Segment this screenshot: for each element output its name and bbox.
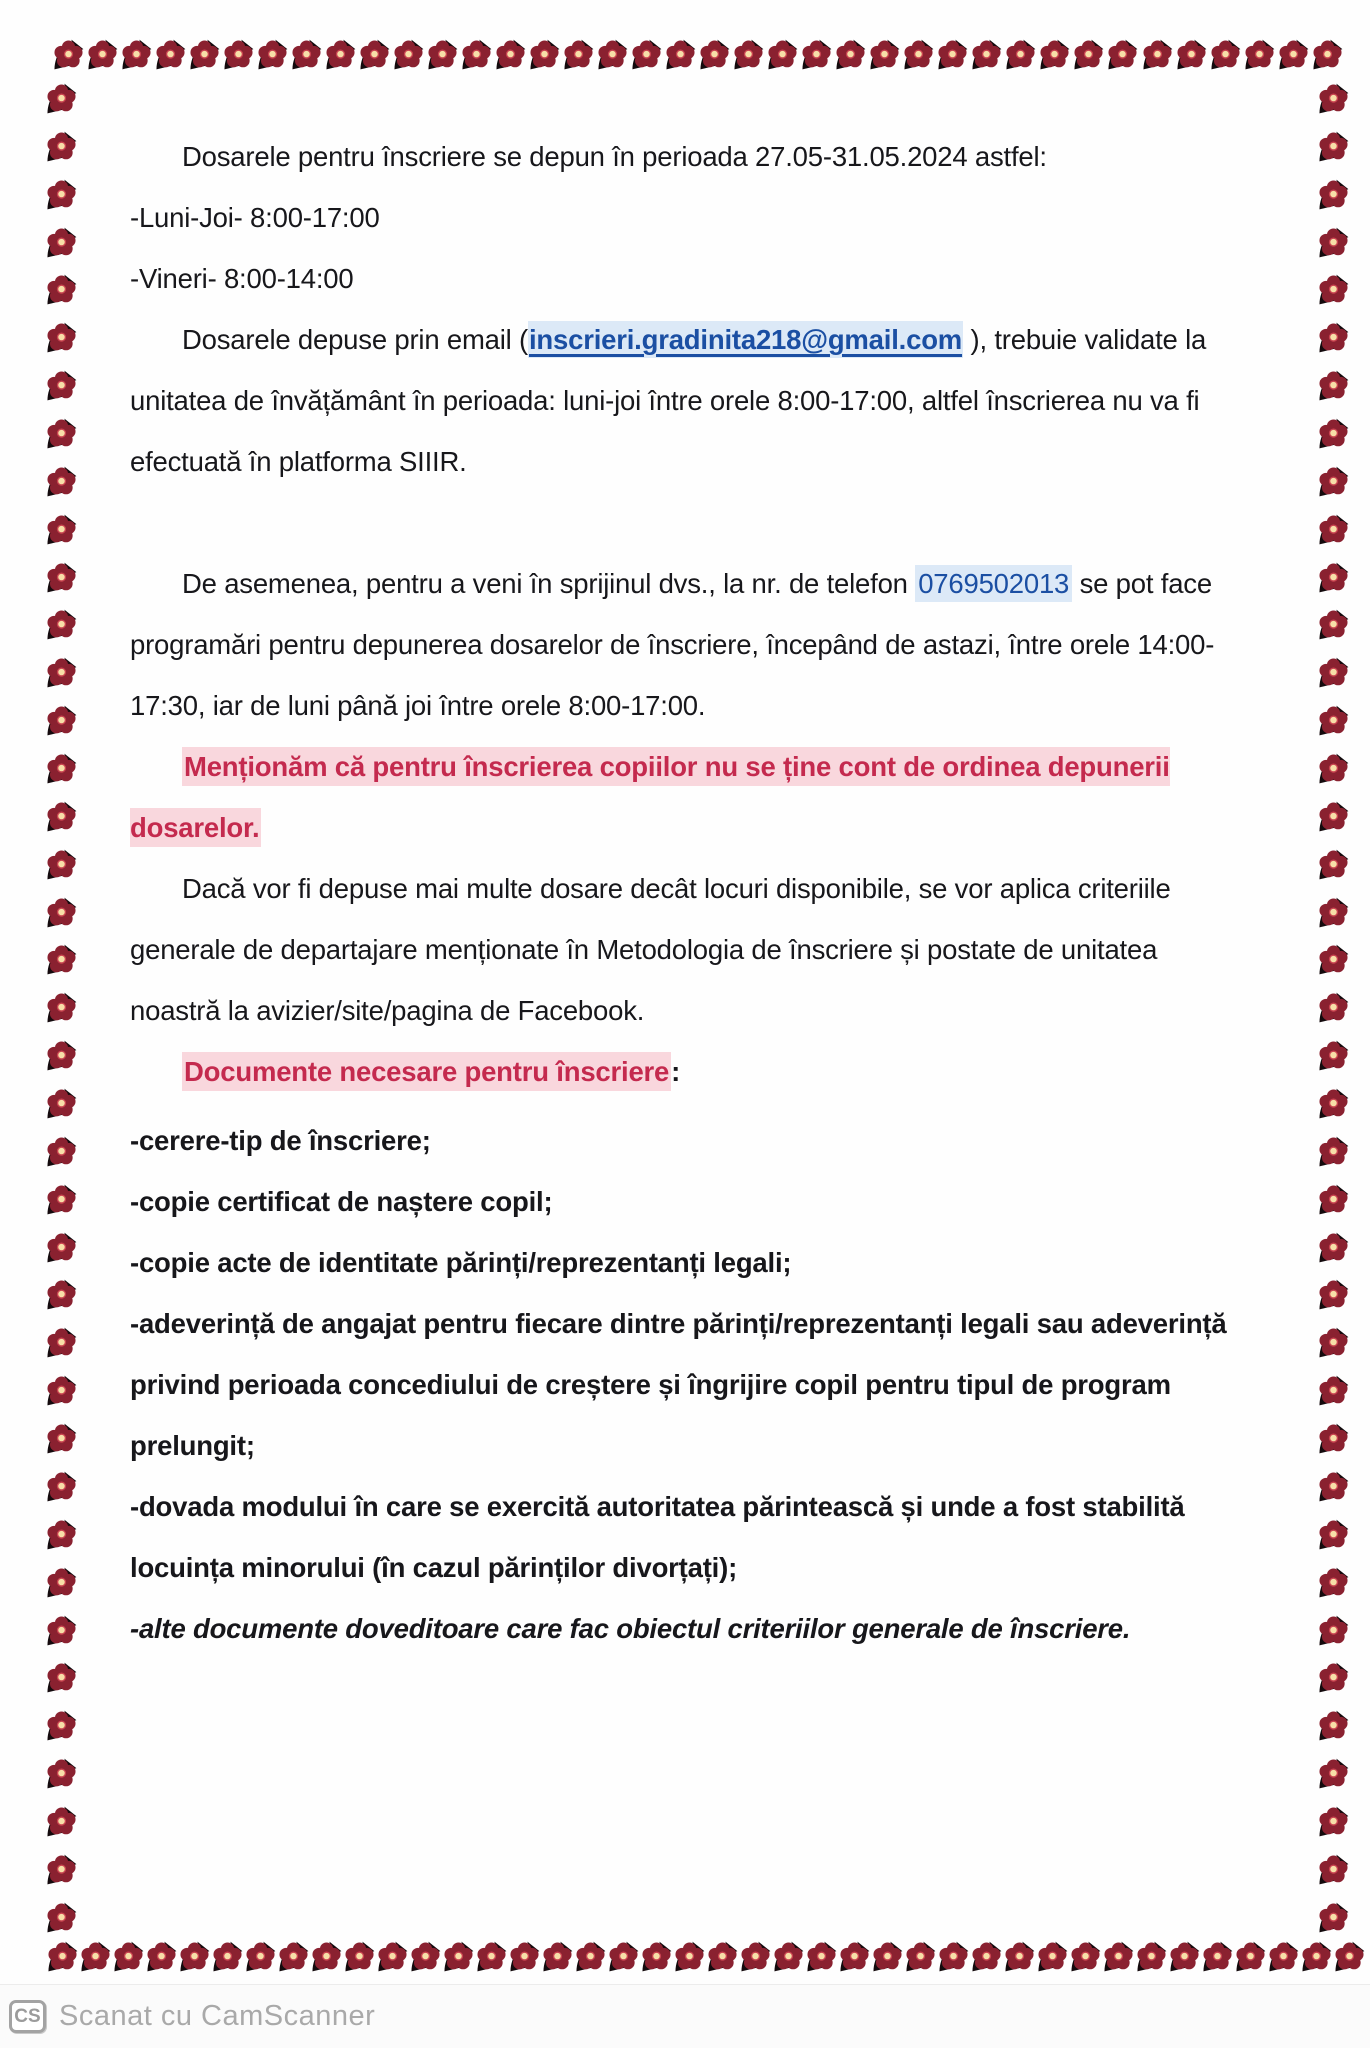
- flower-ornament-icon: [45, 1085, 78, 1122]
- flower-ornament-icon: [426, 36, 459, 73]
- flower-ornament-icon: [112, 1938, 145, 1975]
- flower-ornament-icon: [1072, 36, 1105, 73]
- flower-ornament-icon: [178, 1938, 211, 1975]
- flower-ornament-icon: [45, 1229, 78, 1266]
- flower-ornament-icon: [1333, 1938, 1366, 1975]
- text-run: -copie acte de identitate părinți/reprezentanți legali;: [130, 1247, 792, 1278]
- flower-ornament-icon: [1311, 36, 1344, 73]
- flower-ornament-icon: [936, 36, 969, 73]
- document-list-item-parental-authority: [130, 1476, 1230, 1598]
- flower-ornament-icon: [1317, 1420, 1350, 1457]
- flower-ornament-icon: [1317, 1755, 1350, 1792]
- flower-ornament-icon: [1317, 1707, 1350, 1744]
- flower-ornament-icon: [834, 36, 867, 73]
- flower-ornament-icon: [970, 1938, 1003, 1975]
- flower-ornament-icon: [1277, 36, 1310, 73]
- flower-ornament-icon: [508, 1938, 541, 1975]
- flower-ornament-icon: [79, 1938, 112, 1975]
- flower-ornament-icon: [607, 1938, 640, 1975]
- text-run: Dacă vor fi depuse mai multe dosare decât locuri disponibile, se vor aplica criteriile generale de departajare menționate în Metodologia de înscriere și postate de unitatea noastră la avizier/site/pagina de Facebook.: [130, 873, 1171, 1026]
- flower-ornament-icon: [664, 36, 697, 73]
- flower-ornament-icon: [45, 176, 78, 213]
- flower-ornament-icon: [45, 798, 78, 835]
- flower-ornament-icon: [45, 1372, 78, 1409]
- text-run: ), trebuie validate la unitatea de învățământ în perioada: luni-joi între orele 8:00-17:00, altfel înscrierea nu va fi efectuată în platforma SIIIR.: [130, 324, 1207, 477]
- document-list-item-application: [130, 1110, 1230, 1171]
- documents-heading: [130, 1041, 1230, 1102]
- flower-ornament-icon: [1317, 1324, 1350, 1361]
- flower-ornament-icon: [45, 1516, 78, 1553]
- flower-ornament-icon: [904, 1938, 937, 1975]
- flower-ornament-icon: [45, 224, 78, 261]
- flower-ornament-icon: [45, 1133, 78, 1170]
- flower-ornament-icon: [45, 1468, 78, 1505]
- watermark-text: Scanat cu CamScanner: [59, 2000, 376, 2032]
- flower-ornament-icon: [45, 1037, 78, 1074]
- flower-ornament-icon: [698, 36, 731, 73]
- flower-ornament-icon: [1317, 941, 1350, 978]
- flower-ornament-icon: [45, 941, 78, 978]
- flower-ornament-icon: [45, 271, 78, 308]
- flower-ornament-icon: [52, 36, 85, 73]
- flower-ornament-icon: [1317, 1851, 1350, 1888]
- flower-ornament-icon: [45, 654, 78, 691]
- schedule-monday-thursday: [130, 187, 1230, 248]
- flower-ornament-icon: [1317, 654, 1350, 691]
- flower-ornament-icon: [45, 319, 78, 356]
- text-run: -Vineri- 8:00-14:00: [130, 263, 354, 294]
- flower-ornament-icon: [45, 894, 78, 931]
- flower-ornament-icon: [1317, 1037, 1350, 1074]
- flower-ornament-icon: [1317, 1612, 1350, 1649]
- flower-ornament-icon: [1317, 559, 1350, 596]
- text-run: -dovada modului în care se exercită autoritatea părintească și unde a fost stabilită locuința minorului (în cazul părinților divorțați);: [130, 1491, 1185, 1583]
- flower-ornament-icon: [630, 36, 663, 73]
- text-run: -adeverință de angajat pentru fiecare dintre părinți/reprezentanți legali sau adeverință privind perioada concediului de creștere și îngrijire copil pentru tipul de program prelungit;: [130, 1308, 1227, 1461]
- flower-ornament-icon: [45, 80, 78, 117]
- flower-ornament-icon: [45, 367, 78, 404]
- flower-ornament-icon: [1317, 606, 1350, 643]
- flower-ornament-icon: [45, 128, 78, 165]
- camscanner-icon: CS: [9, 2000, 46, 2033]
- highlighted-notice-text: Menționăm că pentru înscrierea copiilor nu se ține cont de ordinea depunerii dosarelor.: [130, 747, 1170, 847]
- flower-ornament-icon: [1106, 36, 1139, 73]
- flower-ornament-icon: [45, 1659, 78, 1696]
- document-list-item-birth-certificate: [130, 1171, 1230, 1232]
- flower-ornament-icon: [541, 1938, 574, 1975]
- heading-colon: :: [671, 1056, 681, 1087]
- flower-ornament-icon: [409, 1938, 442, 1975]
- flower-ornament-icon: [45, 1420, 78, 1457]
- flower-ornament-icon: [805, 1938, 838, 1975]
- flower-ornament-icon: [1317, 271, 1350, 308]
- flower-ornament-icon: [937, 1938, 970, 1975]
- flower-ornament-icon: [1317, 511, 1350, 548]
- document-list-item-employment-certificate: [130, 1293, 1230, 1476]
- flower-ornament-icon: [1175, 36, 1208, 73]
- notice-order-not-considered: [130, 736, 1230, 858]
- text-run: Dosarele pentru înscriere se depun în perioada 27.05-31.05.2024 astfel:: [182, 141, 1047, 172]
- flower-ornament-icon: [1317, 319, 1350, 356]
- flower-ornament-icon: [222, 36, 255, 73]
- flower-ornament-icon: [1069, 1938, 1102, 1975]
- flower-ornament-icon: [45, 846, 78, 883]
- flower-ornament-icon: [1243, 36, 1276, 73]
- flower-ornament-icon: [188, 36, 221, 73]
- flower-ornament-icon: [45, 1851, 78, 1888]
- flower-ornament-icon: [244, 1938, 277, 1975]
- flower-ornament-icon: [475, 1938, 508, 1975]
- flower-ornament-icon: [1141, 36, 1174, 73]
- flower-ornament-icon: [1317, 1899, 1350, 1936]
- flower-ornament-icon: [970, 36, 1003, 73]
- flower-ornament-icon: [324, 36, 357, 73]
- flower-ornament-icon: [45, 1324, 78, 1361]
- flower-ornament-icon: [45, 1755, 78, 1792]
- flower-ornament-icon: [120, 36, 153, 73]
- text-run: se pot face programări pentru depunerea dosarelor de înscriere, începând de astazi, între orele 14:00-17:30, iar de luni până joi între orele 8:00-17:00.: [130, 568, 1215, 721]
- text-run: -copie certificat de naștere copil;: [130, 1186, 553, 1217]
- ornamental-border-right: [1314, 80, 1352, 1936]
- flower-ornament-icon: [460, 36, 493, 73]
- flower-ornament-icon: [1317, 1659, 1350, 1696]
- flower-ornament-icon: [290, 36, 323, 73]
- flower-ornament-icon: [640, 1938, 673, 1975]
- paragraph-email-submission: [130, 309, 1230, 492]
- document-list-item-identity-documents: [130, 1232, 1230, 1293]
- email-link[interactable]: inscrieri.gradinita218@gmail.com: [528, 321, 963, 358]
- flower-ornament-icon: [1317, 1564, 1350, 1601]
- paragraph-submission-period: [130, 126, 1230, 187]
- text-run: De asemenea, pentru a veni în sprijinul dvs., la nr. de telefon: [182, 568, 916, 599]
- flower-ornament-icon: [1003, 1938, 1036, 1975]
- ornamental-border-top: [52, 36, 1344, 76]
- flower-ornament-icon: [772, 1938, 805, 1975]
- flower-ornament-icon: [1201, 1938, 1234, 1975]
- flower-ornament-icon: [800, 36, 833, 73]
- flower-ornament-icon: [442, 1938, 475, 1975]
- text-run: -cerere-tip de înscriere;: [130, 1125, 431, 1156]
- flower-ornament-icon: [1234, 1938, 1267, 1975]
- flower-ornament-icon: [45, 559, 78, 596]
- flower-ornament-icon: [1209, 36, 1242, 73]
- flower-ornament-icon: [45, 702, 78, 739]
- flower-ornament-icon: [766, 36, 799, 73]
- flower-ornament-icon: [1317, 1133, 1350, 1170]
- flower-ornament-icon: [1168, 1938, 1201, 1975]
- flower-ornament-icon: [1317, 176, 1350, 213]
- text-run: -Luni-Joi- 8:00-17:00: [130, 202, 380, 233]
- flower-ornament-icon: [1036, 1938, 1069, 1975]
- flower-ornament-icon: [45, 463, 78, 500]
- flower-ornament-icon: [562, 36, 595, 73]
- flower-ornament-icon: [1038, 36, 1071, 73]
- flower-ornament-icon: [45, 1181, 78, 1218]
- flower-ornament-icon: [45, 606, 78, 643]
- flower-ornament-icon: [1317, 1516, 1350, 1553]
- flower-ornament-icon: [1317, 128, 1350, 165]
- flower-ornament-icon: [1317, 989, 1350, 1026]
- document-list-item-other-documents: [130, 1598, 1230, 1659]
- flower-ornament-icon: [574, 1938, 607, 1975]
- flower-ornament-icon: [1317, 750, 1350, 787]
- flower-ornament-icon: [343, 1938, 376, 1975]
- flower-ornament-icon: [1317, 224, 1350, 261]
- flower-ornament-icon: [1317, 798, 1350, 835]
- flower-ornament-icon: [45, 1564, 78, 1601]
- paragraph-tiebreaker-criteria: [130, 858, 1230, 1041]
- document-body: [130, 126, 1230, 1659]
- flower-ornament-icon: [1317, 367, 1350, 404]
- flower-ornament-icon: [45, 1707, 78, 1744]
- flower-ornament-icon: [868, 36, 901, 73]
- flower-ornament-icon: [392, 36, 425, 73]
- flower-ornament-icon: [1317, 1276, 1350, 1313]
- flower-ornament-icon: [732, 36, 765, 73]
- flower-ornament-icon: [1317, 463, 1350, 500]
- flower-ornament-icon: [211, 1938, 244, 1975]
- paragraph-phone-appointments: [130, 553, 1230, 736]
- flower-ornament-icon: [1102, 1938, 1135, 1975]
- flower-ornament-icon: [310, 1938, 343, 1975]
- flower-ornament-icon: [1317, 894, 1350, 931]
- flower-ornament-icon: [528, 36, 561, 73]
- flower-ornament-icon: [1004, 36, 1037, 73]
- ornamental-border-left: [42, 80, 80, 1936]
- flower-ornament-icon: [45, 1276, 78, 1313]
- flower-ornament-icon: [86, 36, 119, 73]
- flower-ornament-icon: [1300, 1938, 1333, 1975]
- schedule-friday: [130, 248, 1230, 309]
- flower-ornament-icon: [45, 511, 78, 548]
- flower-ornament-icon: [1317, 415, 1350, 452]
- flower-ornament-icon: [673, 1938, 706, 1975]
- flower-ornament-icon: [45, 750, 78, 787]
- flower-ornament-icon: [46, 1938, 79, 1975]
- flower-ornament-icon: [494, 36, 527, 73]
- flower-ornament-icon: [376, 1938, 409, 1975]
- flower-ornament-icon: [1135, 1938, 1168, 1975]
- camscanner-watermark: [0, 1984, 1370, 2048]
- highlighted-heading-text: Documente necesare pentru înscriere: [182, 1052, 671, 1091]
- flower-ornament-icon: [1317, 846, 1350, 883]
- phone-number-highlight: 0769502013: [915, 565, 1072, 602]
- flower-ornament-icon: [1317, 1181, 1350, 1218]
- flower-ornament-icon: [1317, 1229, 1350, 1266]
- flower-ornament-icon: [1317, 80, 1350, 117]
- flower-ornament-icon: [45, 1612, 78, 1649]
- ornamental-border-bottom: [46, 1938, 1354, 1980]
- flower-ornament-icon: [1317, 1085, 1350, 1122]
- flower-ornament-icon: [596, 36, 629, 73]
- flower-ornament-icon: [45, 989, 78, 1026]
- flower-ornament-icon: [1317, 702, 1350, 739]
- flower-ornament-icon: [1317, 1468, 1350, 1505]
- flower-ornament-icon: [1267, 1938, 1300, 1975]
- text-run: Dosarele depuse prin email (: [182, 324, 528, 355]
- flower-ornament-icon: [871, 1938, 904, 1975]
- flower-ornament-icon: [706, 1938, 739, 1975]
- text-run: -alte documente doveditoare care fac obiectul criteriilor generale de înscriere.: [130, 1613, 1131, 1644]
- flower-ornament-icon: [256, 36, 289, 73]
- flower-ornament-icon: [154, 36, 187, 73]
- flower-ornament-icon: [145, 1938, 178, 1975]
- flower-ornament-icon: [739, 1938, 772, 1975]
- flower-ornament-icon: [1317, 1803, 1350, 1840]
- flower-ornament-icon: [1317, 1372, 1350, 1409]
- flower-ornament-icon: [902, 36, 935, 73]
- flower-ornament-icon: [45, 415, 78, 452]
- flower-ornament-icon: [45, 1803, 78, 1840]
- flower-ornament-icon: [358, 36, 391, 73]
- flower-ornament-icon: [277, 1938, 310, 1975]
- flower-ornament-icon: [45, 1899, 78, 1936]
- flower-ornament-icon: [838, 1938, 871, 1975]
